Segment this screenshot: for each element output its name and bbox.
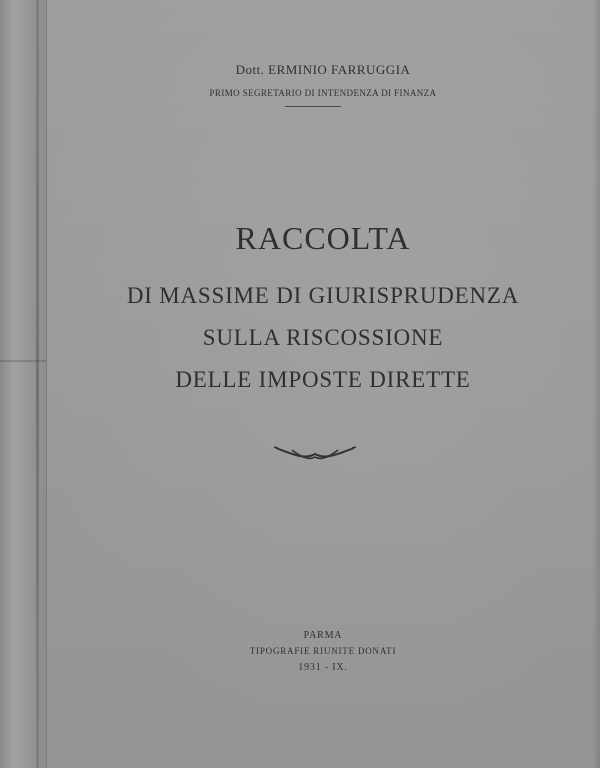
author-name: Dott. ERMINIO FARRUGGIA (235, 62, 411, 77)
subtitle-line-3: DELLE IMPOSTE DIRETTE (175, 367, 471, 392)
imprint-printer: TIPOGRAFIE RIUNITE DONATI (249, 646, 397, 656)
imprint-city: PARMA (303, 630, 343, 641)
subtitle-line-1: DI MASSIME DI GIURISPRUDENZA (126, 283, 520, 308)
book-title: RACCOLTA (235, 220, 411, 256)
divider-rule (285, 106, 341, 107)
spine-fold (0, 360, 46, 362)
spine-crease (36, 0, 39, 768)
wave-ornament-icon (272, 440, 358, 466)
book-spine (0, 0, 47, 768)
imprint-year: 1931 - IX. (298, 662, 348, 673)
author-role: PRIMO SEGRETARIO DI INTENDENZA DI FINANZA (209, 88, 437, 98)
subtitle-line-2: SULLA RISCOSSIONE (202, 325, 444, 350)
